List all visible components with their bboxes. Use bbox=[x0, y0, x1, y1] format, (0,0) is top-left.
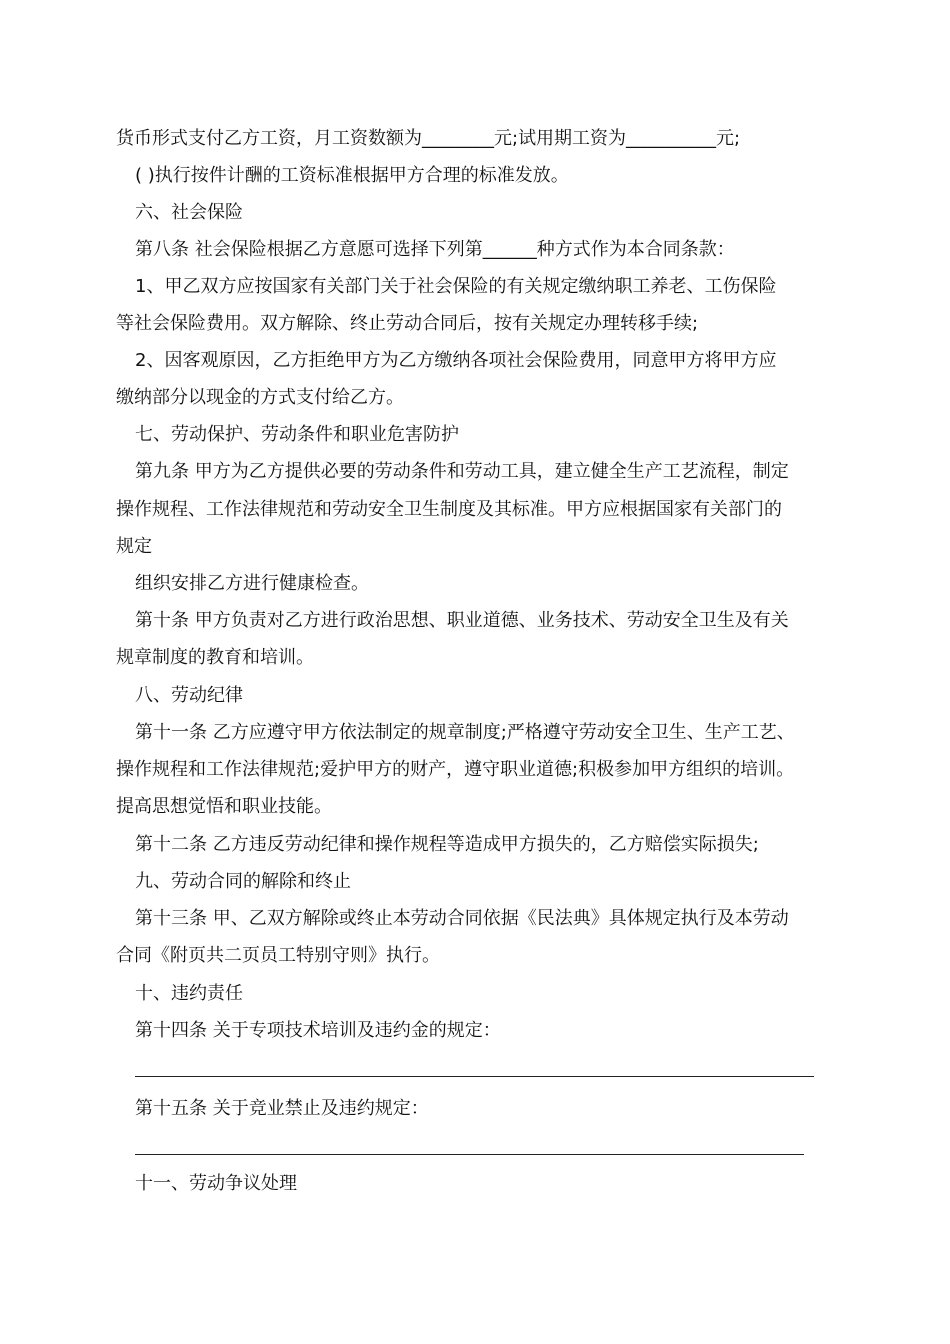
paragraph-line: 合同《附页共二页员工特别守则》执行。 bbox=[116, 945, 440, 966]
paragraph-line: 规章制度的教育和培训。 bbox=[116, 647, 314, 668]
paragraph-line: 第九条 甲方为乙方提供必要的劳动条件和劳动工具，建立健全生产工艺流程，制定 bbox=[135, 461, 789, 482]
paragraph-line: 规定 bbox=[116, 536, 152, 557]
section-heading: 十、违约责任 bbox=[135, 983, 243, 1004]
paragraph-line: 第十二条 乙方违反劳动纪律和操作规程等造成甲方损失的，乙方赔偿实际损失; bbox=[135, 834, 759, 855]
paragraph-line: 操作规程和工作法律规范;爱护甲方的财产，遵守职业道德;积极参加甲方组织的培训。 bbox=[116, 759, 795, 780]
section-heading: 七、劳动保护、劳动条件和职业危害防护 bbox=[135, 424, 459, 445]
fill-in-blank-line bbox=[135, 1076, 814, 1077]
section-heading: 八、劳动纪律 bbox=[135, 685, 243, 706]
paragraph-line: 缴纳部分以现金的方式支付给乙方。 bbox=[116, 387, 404, 408]
paragraph-line: 第十一条 乙方应遵守甲方依法制定的规章制度;严格遵守劳动安全卫生、生产工艺、 bbox=[135, 722, 795, 743]
paragraph-line: 1、甲乙双方应按国家有关部门关于社会保险的有关规定缴纳职工养老、工伤保险 bbox=[135, 276, 777, 297]
paragraph-line: 第十五条 关于竞业禁止及违约规定： bbox=[135, 1098, 429, 1119]
paragraph-line: 第十四条 关于专项技术培训及违约金的规定： bbox=[135, 1020, 501, 1041]
paragraph-line: ( )执行按件计酬的工资标准根据甲方合理的标准发放。 bbox=[135, 165, 569, 186]
paragraph-line: 第十三条 甲、乙双方解除或终止本劳动合同依据《民法典》具体规定执行及本劳动 bbox=[135, 908, 789, 929]
paragraph-line: 2、因客观原因，乙方拒绝甲方为乙方缴纳各项社会保险费用，同意甲方将甲方应 bbox=[135, 350, 777, 371]
section-heading: 十一、劳动争议处理 bbox=[135, 1173, 297, 1194]
section-heading: 九、劳动合同的解除和终止 bbox=[135, 871, 351, 892]
paragraph-line: 第八条 社会保险根据乙方意愿可选择下列第______种方式作为本合同条款： bbox=[135, 239, 735, 260]
fill-in-blank-line bbox=[135, 1154, 804, 1155]
paragraph-line: 操作规程、工作法律规范和劳动安全卫生制度及其标准。甲方应根据国家有关部门的 bbox=[116, 499, 782, 520]
paragraph-line: 组织安排乙方进行健康检查。 bbox=[135, 573, 369, 594]
paragraph-line: 提高思想觉悟和职业技能。 bbox=[116, 796, 332, 817]
section-heading: 六、社会保险 bbox=[135, 202, 243, 223]
paragraph-line: 等社会保险费用。双方解除、终止劳动合同后，按有关规定办理转移手续; bbox=[116, 313, 699, 334]
paragraph-line: 货币形式支付乙方工资，月工资数额为________元;试用期工资为__________元; bbox=[116, 128, 741, 149]
paragraph-line: 第十条 甲方负责对乙方进行政治思想、职业道德、业务技术、劳动安全卫生及有关 bbox=[135, 610, 789, 631]
